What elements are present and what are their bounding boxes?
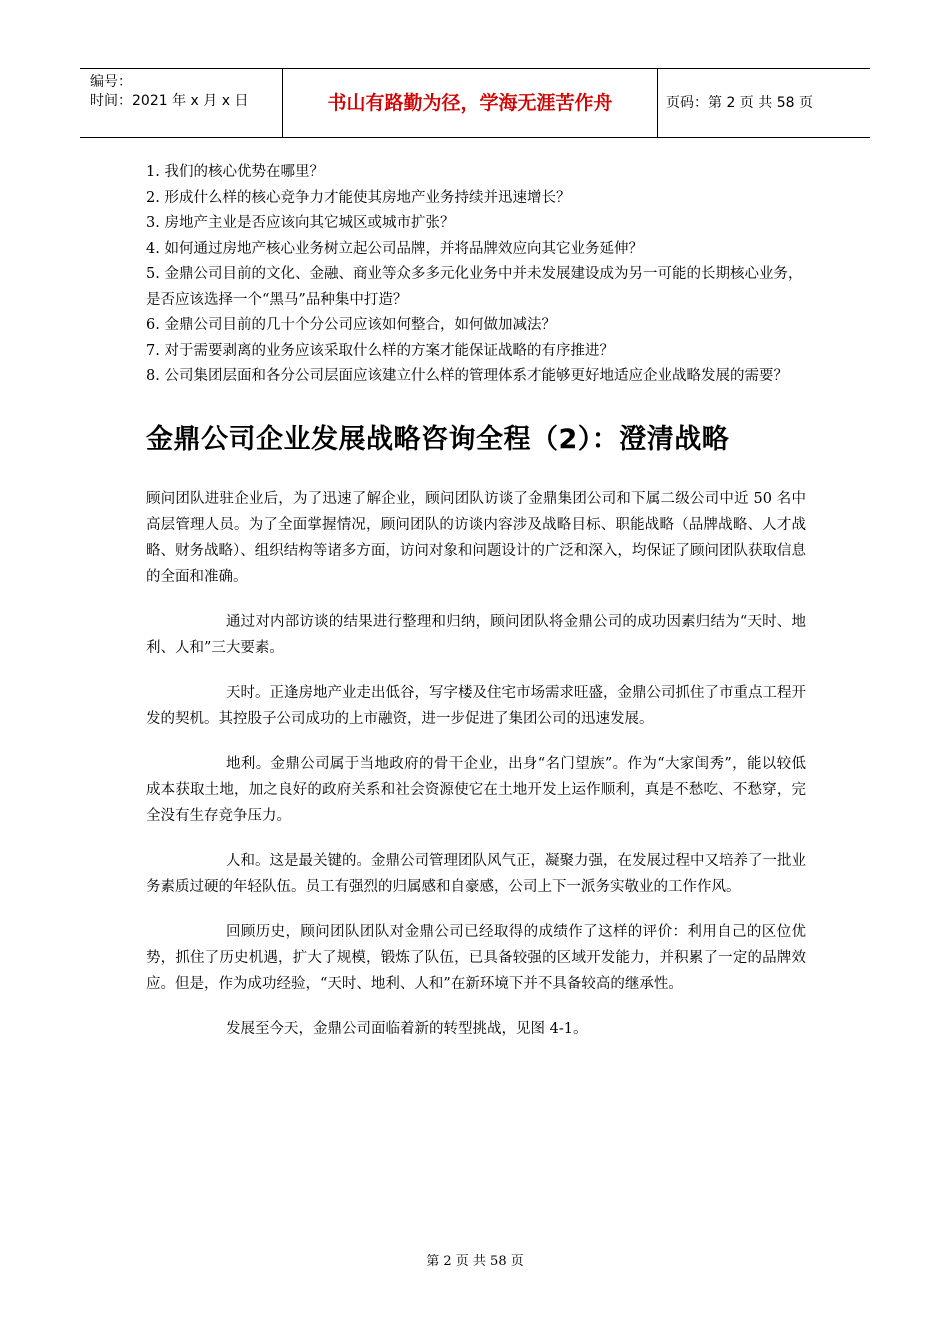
paragraph: 天时。正逢房地产业走出低谷，写字楼及住宅市场需求旺盛，金鼎公司抓住了市重点工程开发的契机。其控股子公司成功的上市融资，进一步促进了集团公司的迅速发展。 bbox=[146, 684, 806, 727]
list-item: 8. 公司集团层面和各分公司层面应该建立什么样的管理体系才能够更好地适应企业战略发展的需要？ bbox=[146, 368, 788, 384]
page-header bbox=[80, 68, 870, 138]
document-body bbox=[146, 160, 806, 1061]
time-label: 时间：2021 年 x 月 x 日 bbox=[90, 93, 249, 109]
section-title: 金鼎公司企业发展战略咨询全程（2）：澄清战略 bbox=[146, 423, 730, 455]
header-page-info: 页码：第 2 页 共 58 页 bbox=[666, 95, 813, 111]
header-meta-cell bbox=[80, 69, 283, 137]
page-footer: 第 2 页 共 58 页 bbox=[426, 1254, 524, 1269]
question-list bbox=[146, 160, 806, 390]
list-item: 7. 对于需要剥离的业务应该采取什么样的方案才能保证战略的有序推进？ bbox=[146, 342, 614, 359]
list-item: 6. 金鼎公司目前的几十个分公司应该如何整合，如何做加减法？ bbox=[146, 317, 556, 333]
list-item: 1. 我们的核心优势在哪里？ bbox=[146, 164, 324, 180]
paragraph: 发展至今天，金鼎公司面临着新的转型挑战，见图 4-1。 bbox=[226, 1020, 588, 1037]
list-item: 3. 房地产主业是否应该向其它城区或城市扩张？ bbox=[146, 215, 455, 231]
list-item: 4. 如何通过房地产核心业务树立起公司品牌，并将品牌效应向其它业务延伸？ bbox=[146, 240, 643, 257]
header-motto: 书山有路勤为径，学海无涯苦作舟 bbox=[283, 69, 658, 137]
paragraph: 顾问团队进驻企业后，为了迅速了解企业，顾问团队访谈了金鼎集团公司和下属二级公司中近 50 名中高层管理人员。为了全面掌握情况，顾问团队的访谈内容涉及战略目标、职能战略（品牌战略、人才战略、财务战略）、组织结构等诸多方面，访问对象和问题设计的广泛和深入，均保证了顾问团队获取信息的全面和准确。 bbox=[146, 490, 806, 585]
serial-label: 编号： bbox=[90, 74, 132, 90]
paragraph: 回顾历史，顾问团队团队对金鼎公司已经取得的成绩作了这样的评价：利用自己的区位优势，抓住了历史机遇，扩大了规模，锻炼了队伍，已具备较强的区域开发能力，并积累了一定的品牌效应。但是，作为成功经验，“天时、地利、人和”在新环境下并不具备较高的继承性。 bbox=[146, 923, 806, 992]
paragraph: 人和。这是最关键的。金鼎公司管理团队风气正，凝聚力强，在发展过程中又培养了一批业务素质过硬的年轻队伍。员工有强烈的归属感和自豪感，公司上下一派务实敬业的工作作风。 bbox=[146, 852, 806, 895]
list-item: 2. 形成什么样的核心竞争力才能使其房地产业务持续并迅速增长？ bbox=[146, 189, 571, 206]
list-item: 5. 金鼎公司目前的文化、金融、商业等众多多元化业务中并未发展建设成为另一可能的长期核心业务，是否应该选择一个“黑马”品种集中打造？ bbox=[146, 266, 803, 308]
paragraph: 地利。金鼎公司属于当地政府的骨干企业，出身“名门望族”。作为“大家闺秀”，能以较低成本获取土地，加之良好的政府关系和社会资源使它在土地开发上运作顺利，真是不愁吃、不愁穿，完全没有生存竞争压力。 bbox=[146, 755, 806, 824]
paragraph: 通过对内部访谈的结果进行整理和归纳，顾问团队将金鼎公司的成功因素归结为“天时、地利、人和”三大要素。 bbox=[146, 613, 806, 656]
